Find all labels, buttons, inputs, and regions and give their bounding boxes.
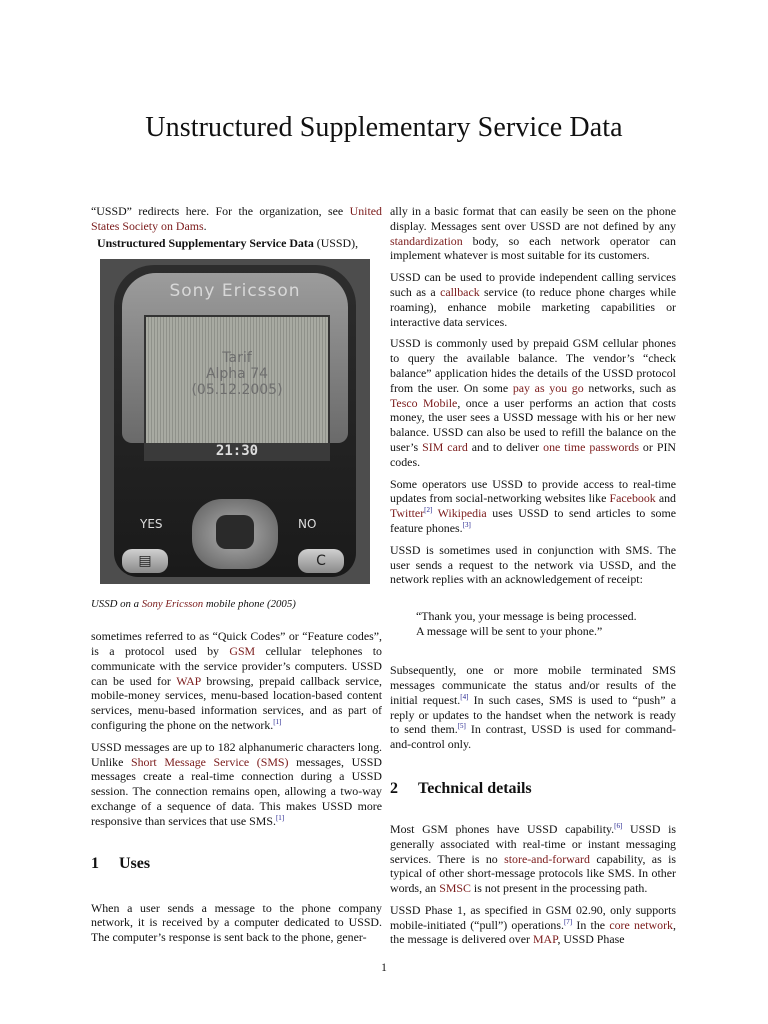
paragraph-format xyxy=(390,204,676,263)
screen-line-1: Tarif xyxy=(222,350,252,367)
text: cellular telephones to communicate with the service provider’s computers. USSD can be used for xyxy=(91,643,382,688)
text: USSD messages are up to 182 alphanumeric characters long. Unlike xyxy=(91,739,382,769)
lead-abbrev: (USSD), xyxy=(313,235,359,250)
link-callback[interactable]: callback xyxy=(440,284,480,299)
paragraph-uses: When a user sends a message to the phone company network, it is received by a computer dedicated to USSD. The computer’s response is sent back to the phone, gener- xyxy=(91,900,382,945)
menu-key-icon: ▤ xyxy=(122,549,168,573)
link-core-network[interactable]: core network xyxy=(609,917,673,932)
citation-1[interactable]: [1] xyxy=(275,813,285,822)
text: , once a user performs an action that costs money, the user sees a USSD message with his or her new balance. USSD can also be used to refill the balance on the user’s xyxy=(390,395,676,454)
screen-status-bar xyxy=(144,443,330,461)
phone-photo xyxy=(100,259,370,584)
text: USSD is generally associated with real-time or instant messaging services. There is no xyxy=(390,821,677,866)
section-heading-technical-details xyxy=(390,780,676,798)
link-store-and-forward[interactable]: store-and-forward xyxy=(504,851,590,866)
block-quote xyxy=(416,609,676,639)
text: Subsequently, one or more mobile terminated SMS messages communicate the status and/or results of the initial request. xyxy=(390,663,676,707)
text: Some operators use USSD to provide access to real-time updates from social-networking websites like xyxy=(390,476,676,506)
screen-line-3: (05.12.2005) xyxy=(191,382,283,399)
text: ally in a basic format that can easily be seen on the phone display. Messages sent over USSD are not defined by any xyxy=(390,204,676,233)
citation-2[interactable]: [2] xyxy=(424,506,433,515)
navigation-center-key xyxy=(216,515,254,549)
link-wap[interactable]: WAP xyxy=(176,673,201,688)
link-sony-ericsson[interactable]: Sony Ericsson xyxy=(141,598,204,611)
citation-4[interactable]: [4] xyxy=(460,692,469,701)
link-facebook[interactable]: Facebook xyxy=(609,491,656,506)
link-gsm[interactable]: GSM xyxy=(229,643,256,658)
paragraph-sms-conjunction: USSD is sometimes used in conjunction with SMS. The user sends a request to the network via USSD, and the network replies with an acknowledgement of receipt: xyxy=(390,542,676,587)
page-number: 1 xyxy=(381,962,387,974)
quote-line-1: “Thank you, your message is being processed. xyxy=(416,609,637,624)
text: USSD can be used to provide independent calling services such as a xyxy=(390,270,676,299)
text: and xyxy=(655,491,676,506)
text: USSD Phase 1, as specified in GSM 02.90, only supports mobile-initiated (“pull”) operations. xyxy=(390,902,676,932)
lead-line xyxy=(97,236,382,251)
link-twitter[interactable]: Twitter xyxy=(390,506,425,521)
paragraph-social xyxy=(390,477,676,536)
citation-1[interactable]: [1] xyxy=(273,718,282,726)
paragraph-mobile-terminated xyxy=(390,663,676,752)
link-pay-as-you-go[interactable]: pay as you go xyxy=(512,380,584,395)
lead-bold-term: Unstructured Supplementary Service Data xyxy=(97,235,314,250)
citation-6[interactable]: [6] xyxy=(614,821,623,830)
link-map[interactable]: MAP xyxy=(532,932,558,947)
phone-brand-logo: Sony Ericsson xyxy=(169,281,301,302)
link-wikipedia[interactable]: Wikipedia xyxy=(437,506,487,521)
text: body, so each network operator can implement whatever is most suitable for its customers. xyxy=(390,233,676,263)
paragraph-phase-1 xyxy=(390,903,676,947)
hatnote-end: . xyxy=(203,218,207,233)
paragraph-message-length xyxy=(91,740,382,829)
link-one-time-passwords[interactable]: one time passwords xyxy=(543,439,639,454)
text: , the message is delivered over xyxy=(390,917,676,947)
link-smsc[interactable]: SMSC xyxy=(439,881,471,896)
citation-7[interactable]: [7] xyxy=(563,917,573,926)
page-title: Unstructured Supplementary Service Data xyxy=(145,112,623,143)
text: In the xyxy=(572,917,610,932)
section-number: 2 xyxy=(390,779,398,797)
left-column xyxy=(91,204,382,952)
right-column xyxy=(390,204,676,954)
hatnote-text: “USSD” redirects here. For the organization, see xyxy=(91,204,350,218)
paragraph-callback xyxy=(390,270,676,329)
text: capability, as is typical of other short-message protocols like SMS. In other words, an xyxy=(390,851,676,896)
text: browsing, prepaid callback service, mobile-money services, menu-based location-based content services, menu-based information services, and as part of configuring the phone on the network. xyxy=(91,673,383,732)
text: and to deliver xyxy=(467,439,544,454)
text: , USSD Phase xyxy=(557,932,625,947)
link-sim-card[interactable]: SIM card xyxy=(422,439,468,454)
text: Most GSM phones have USSD capability. xyxy=(390,821,615,836)
text: uses USSD to send articles to some feature phones. xyxy=(390,506,676,535)
text: or PIN codes. xyxy=(390,439,676,469)
caption-text: USSD on a xyxy=(91,598,142,611)
screen-line-2: Alpha 74 xyxy=(205,366,269,383)
text: In contrast, USSD is used for command-and-control only. xyxy=(390,722,676,752)
text: messages, USSD messages create a real-time connection during a USSD session. The connection remains open, allowing a two-way exchange of a sequence of data. This makes USSD more responsive than services that use SMS. xyxy=(91,754,382,828)
link-standardization[interactable]: standardization xyxy=(390,233,463,248)
link-united-states-society-on-dams[interactable]: United States Society on Dams xyxy=(91,204,382,233)
section-heading-uses xyxy=(91,855,382,873)
section-title: Technical details xyxy=(418,779,532,797)
paragraph-quick-codes xyxy=(91,629,382,733)
key-c: C xyxy=(298,549,344,573)
section-title: Uses xyxy=(119,854,151,872)
phone-screen xyxy=(144,315,330,445)
citation-5[interactable]: [5] xyxy=(457,722,466,731)
figure-caption xyxy=(91,597,382,612)
text: USSD is commonly used by prepaid GSM cellular phones to query the available balance. The vendor’s “check balance” application hides the details of the USSD protocol from the user. On some xyxy=(390,336,676,395)
text: service (to reduce phone charges while roaming), enhance mobile marketing capabilities or interactive data services. xyxy=(390,284,676,329)
paragraph-capability xyxy=(390,822,676,896)
caption-text-end: mobile phone (2005) xyxy=(203,598,296,611)
key-no: NO xyxy=(298,517,317,532)
text: networks, such as xyxy=(583,380,677,395)
text: sometimes referred to as “Quick Codes” or “Feature codes”, is a protocol used by xyxy=(91,629,382,658)
text: is not present in the processing path. xyxy=(470,881,648,896)
hatnote xyxy=(91,204,382,234)
paragraph-prepaid xyxy=(390,336,676,469)
citation-3[interactable]: [3] xyxy=(462,520,471,529)
screen-time: 21:30 xyxy=(215,443,259,460)
link-sms[interactable]: Short Message Service (SMS) xyxy=(130,754,289,769)
quote-line-2: A message will be sent to your phone.” xyxy=(416,624,603,639)
key-yes: YES xyxy=(140,517,163,532)
text: In such cases, SMS is used to “push” a reply or updates to the handset when the network is ready to send them. xyxy=(390,692,676,737)
link-tesco-mobile[interactable]: Tesco Mobile xyxy=(390,395,458,410)
section-number: 1 xyxy=(91,854,99,872)
